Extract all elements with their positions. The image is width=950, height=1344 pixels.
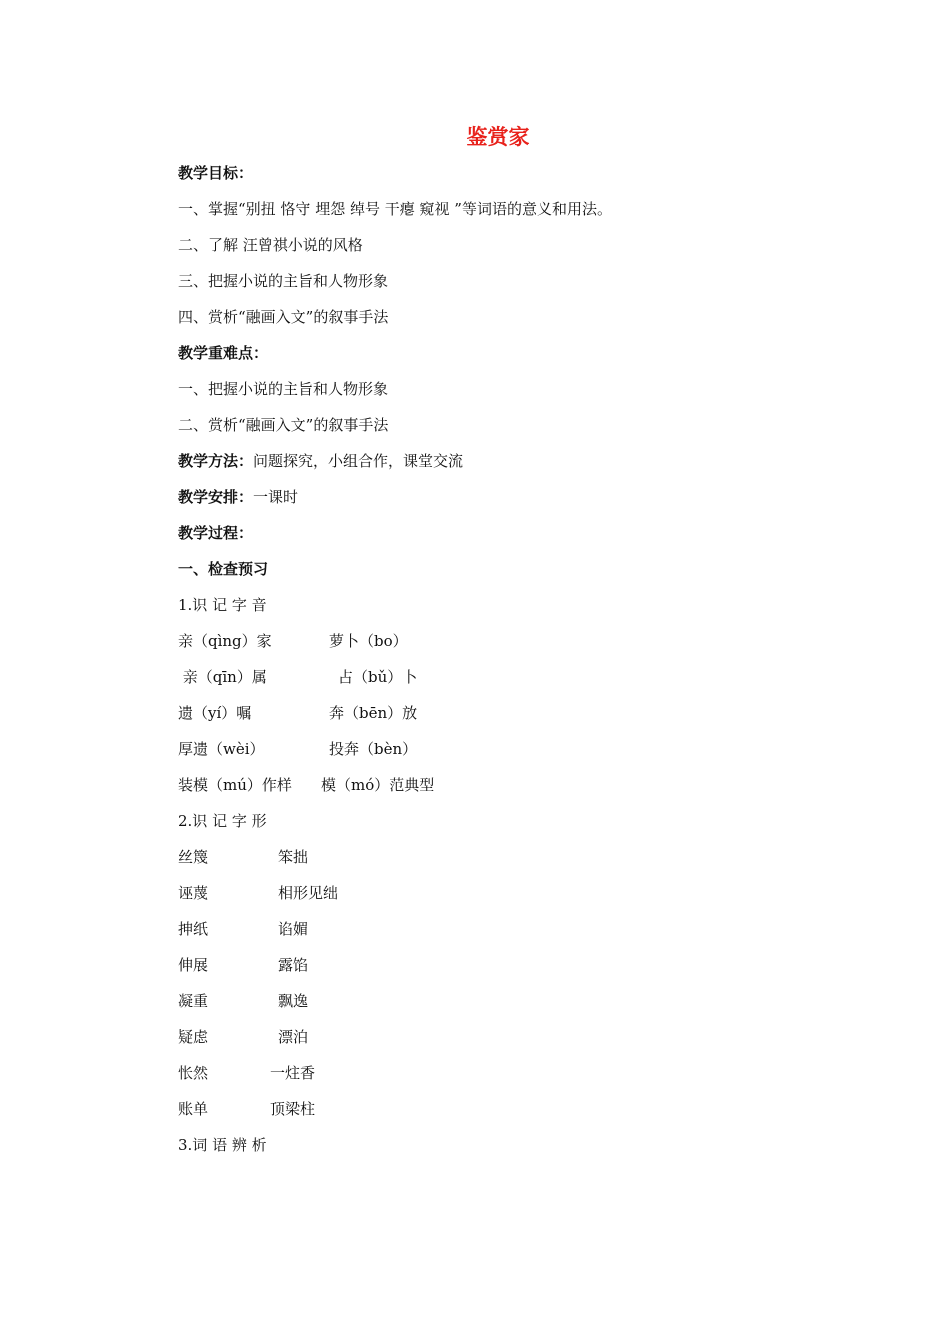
- character-right: 露馅: [278, 956, 309, 974]
- character-right: 笨拙: [278, 848, 309, 866]
- character-right: 相形见绌: [278, 884, 339, 902]
- character-left: 丝篾: [178, 848, 209, 866]
- character-left: 账单: [178, 1100, 209, 1118]
- subsection-word-analysis: 3.词 语 辨 析: [178, 1136, 267, 1154]
- key-point-item-1: 一、把握小说的主旨和人物形象: [178, 380, 389, 398]
- key-point-item-2: 二、赏析“融画入文”的叙事手法: [178, 416, 389, 434]
- document-title: 鉴赏家: [466, 125, 530, 149]
- character-left: 疑虑: [178, 1028, 209, 1046]
- character-right: 顶梁柱: [270, 1100, 316, 1118]
- method-value: 问题探究，小组合作，课堂交流: [253, 452, 464, 470]
- key-points-heading: 教学重难点：: [178, 344, 269, 362]
- objective-item-3: 三、把握小说的主旨和人物形象: [178, 272, 389, 290]
- character-right: 漂泊: [278, 1028, 309, 1046]
- pronunciation-left: 装模（mú）作样: [178, 776, 292, 794]
- schedule-value: 一课时: [253, 488, 299, 506]
- method-line: [178, 451, 463, 471]
- character-left: 抻纸: [178, 920, 209, 938]
- pronunciation-right: 投奔（bèn）: [329, 740, 418, 758]
- character-right: 一炷香: [270, 1064, 316, 1082]
- objective-item-4: 四、赏析“融画入文”的叙事手法: [178, 308, 389, 326]
- subsection-characters: 2.识 记 字 形: [178, 812, 267, 830]
- pronunciation-left: 遗（yí）嘱: [178, 704, 252, 722]
- objectives-heading: 教学目标：: [178, 164, 254, 182]
- pronunciation-right: 奔（bēn）放: [329, 704, 418, 722]
- objective-item-1: 一、掌握“别扭 恪守 埋怨 绰号 干瘪 窥视 ”等词语的意义和用法。: [178, 200, 612, 218]
- pronunciation-right: 模（mó）范典型: [321, 776, 435, 794]
- character-right: 谄媚: [278, 920, 309, 938]
- character-left: 伸展: [178, 956, 209, 974]
- pronunciation-left: 亲（qìng）家: [178, 632, 272, 650]
- schedule-line: [178, 487, 298, 507]
- pronunciation-left: 厚遗（wèi）: [178, 740, 265, 758]
- pronunciation-right: 萝卜（bo）: [329, 632, 408, 650]
- character-right: 飘逸: [278, 992, 309, 1010]
- pronunciation-right: 占（bǔ）卜: [338, 668, 418, 686]
- section-check-preview: 一、检查预习: [178, 560, 269, 578]
- character-left: 诬蔑: [178, 884, 209, 902]
- schedule-label: 教学安排：: [178, 488, 254, 506]
- subsection-pronunciation: 1.识 记 字 音: [178, 596, 267, 614]
- pronunciation-left: 亲（qīn）属: [178, 668, 267, 686]
- objective-item-2: 二、了解 汪曾祺小说的风格: [178, 236, 363, 254]
- process-heading: 教学过程：: [178, 524, 254, 542]
- character-left: 怅然: [178, 1064, 209, 1082]
- method-label: 教学方法：: [178, 452, 254, 470]
- character-left: 凝重: [178, 992, 209, 1010]
